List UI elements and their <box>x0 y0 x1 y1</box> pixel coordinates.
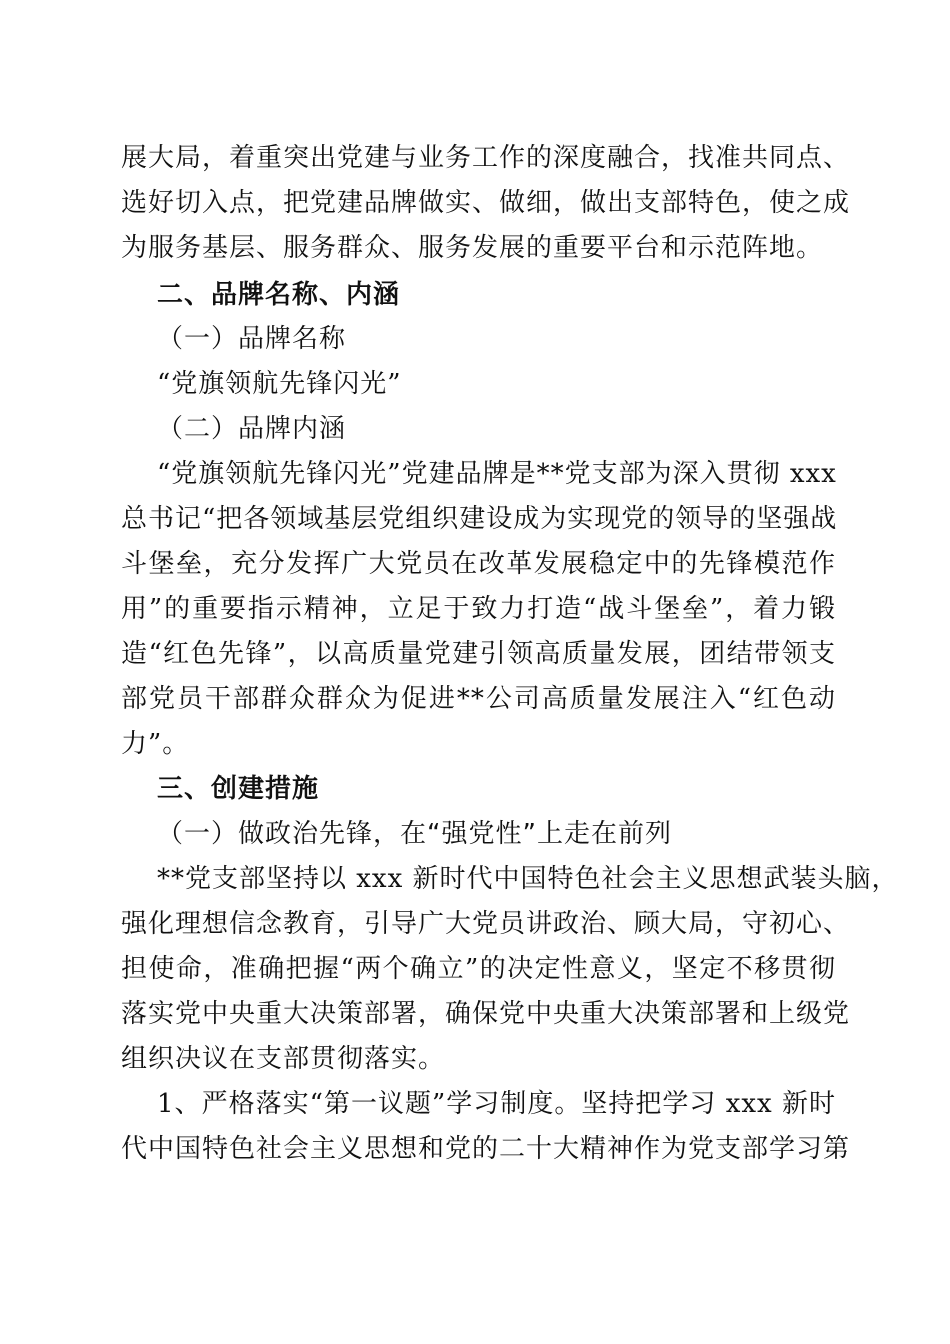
paragraph-line: 1、严格落实“第一议题”学习制度。坚持把学习 xxx 新时 <box>157 1089 836 1119</box>
paragraph-line: 力”。 <box>121 729 190 759</box>
paragraph-line: 造“红色先锋”，以高质量党建引领高质量发展，团结带领支 <box>121 639 836 669</box>
paragraph-line: 展大局，着重突出党建与业务工作的深度融合，找准共同点、 <box>121 143 851 173</box>
subsection-heading-brand-meaning: （二）品牌内涵 <box>157 414 347 444</box>
paragraph-line: 担使命，准确把握“两个确立”的决定性意义，坚定不移贯彻 <box>121 954 836 984</box>
paragraph-line: 强化理想信念教育，引导广大党员讲政治、顾大局，守初心、 <box>121 909 851 939</box>
paragraph-line: 为服务基层、服务群众、服务发展的重要平台和示范阵地。 <box>121 233 824 263</box>
paragraph-line: 总书记“把各领域基层党组织建设成为实现党的领导的坚强战 <box>121 504 838 534</box>
paragraph-line: 用”的重要指示精神，立足于致力打造“战斗堡垒”，着力锻 <box>121 594 836 624</box>
paragraph-line: “党旗领航先锋闪光”党建品牌是**党支部为深入贯彻 xxx <box>157 459 837 489</box>
brand-name-text: “党旗领航先锋闪光” <box>157 369 402 399</box>
paragraph-line: 组织决议在支部贯彻落实。 <box>121 1044 446 1074</box>
paragraph-line: 部党员干部群众群众为促进**公司高质量发展注入“红色动 <box>121 684 836 714</box>
subsection-heading-political-pioneer: （一）做政治先锋，在“强党性”上走在前列 <box>157 819 672 849</box>
subsection-heading-brand-name: （一）品牌名称 <box>157 324 347 354</box>
paragraph-line: 代中国特色社会主义思想和党的二十大精神作为党支部学习第 <box>121 1134 851 1164</box>
paragraph-line: **党支部坚持以 xxx 新时代中国特色社会主义思想武装头脑， <box>157 864 899 894</box>
paragraph-line: 落实党中央重大决策部署，确保党中央重大决策部署和上级党 <box>121 999 851 1029</box>
paragraph-line: 选好切入点，把党建品牌做实、做细，做出支部特色，使之成 <box>121 188 851 218</box>
paragraph-line: 斗堡垒，充分发挥广大党员在改革发展稳定中的先锋模范作 <box>121 549 836 579</box>
section-heading-brand: 二、品牌名称、内涵 <box>157 280 401 310</box>
section-heading-measures: 三、创建措施 <box>157 774 320 804</box>
